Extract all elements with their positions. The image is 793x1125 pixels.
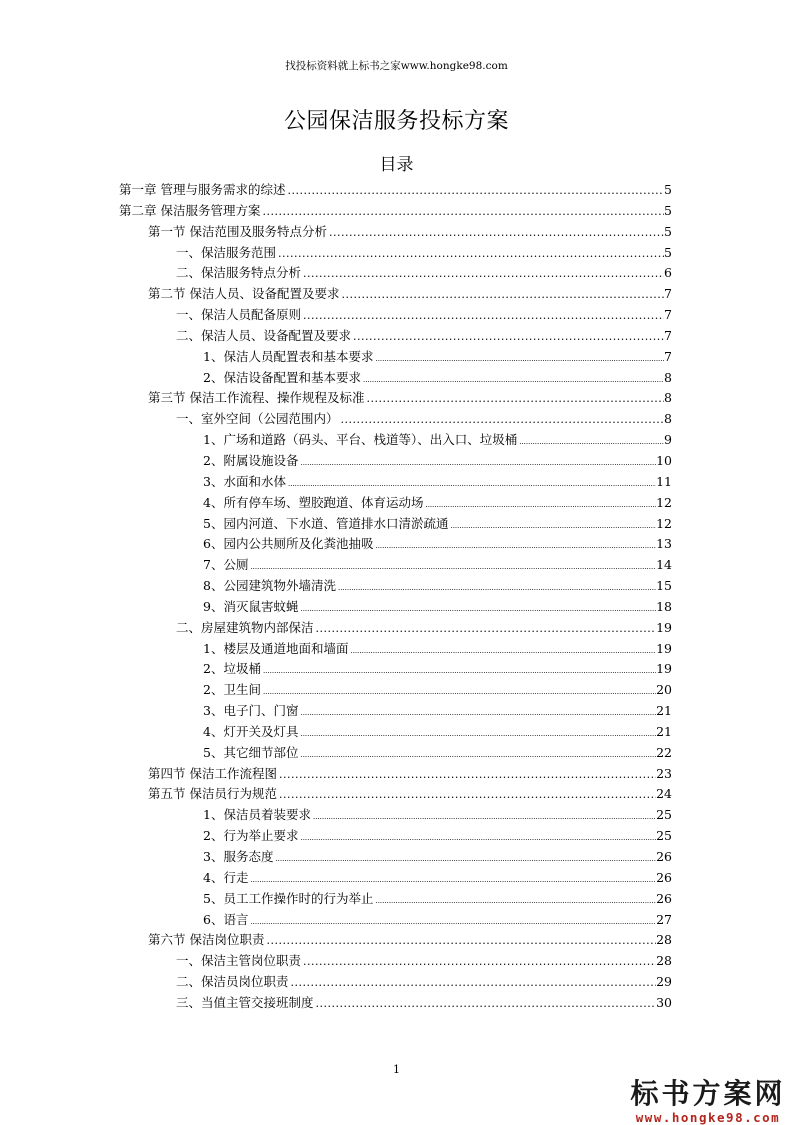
toc-dot-leader (298, 828, 656, 849)
toc-entry[interactable] (119, 618, 672, 639)
toc-entry[interactable] (119, 201, 672, 222)
toc-dot-leader (301, 264, 664, 285)
toc-entry-page: 23 (656, 765, 672, 781)
toc-dot-leader (339, 285, 664, 306)
toc-entry-page: 28 (656, 953, 672, 969)
toc-entry[interactable] (119, 889, 672, 910)
toc-entry-label: 2、垃圾桶 (203, 661, 261, 677)
toc-dot-leader (301, 306, 664, 327)
toc-entry[interactable] (119, 743, 672, 764)
toc-entry[interactable] (119, 639, 672, 660)
toc-entry-page: 5 (664, 223, 672, 239)
toc-dot-leader (273, 849, 656, 870)
toc-entry-label: 第一节 保洁范围及服务特点分析 (148, 223, 327, 239)
toc-entry-label: 1、保洁员着装要求 (203, 807, 311, 823)
toc-entry[interactable] (119, 972, 672, 993)
toc-dot-leader (517, 432, 664, 453)
toc-entry[interactable] (119, 472, 672, 493)
toc-entry-label: 8、公园建筑物外墙清洗 (203, 578, 336, 594)
toc-entry-label: 2、卫生间 (203, 682, 261, 698)
toc-entry[interactable] (119, 701, 672, 722)
toc-entry-page: 12 (656, 515, 672, 531)
toc-dot-leader (351, 327, 664, 348)
toc-entry[interactable] (119, 764, 672, 785)
toc-dot-leader (260, 202, 664, 223)
toc-entry-page: 25 (656, 828, 672, 844)
toc-entry-label: 9、消灭鼠害蚊蝇 (203, 598, 299, 614)
toc-dot-leader (311, 807, 656, 828)
toc-dot-leader (264, 931, 656, 952)
toc-dot-leader (277, 765, 656, 786)
toc-entry-label: 1、保洁人员配置表和基本要求 (203, 348, 374, 364)
toc-dot-leader (348, 641, 656, 662)
toc-entry-label: 一、保洁人员配备原则 (176, 307, 302, 323)
toc-entry-label: 4、行走 (203, 869, 249, 885)
toc-entry[interactable] (119, 910, 672, 931)
toc-entry[interactable] (119, 534, 672, 555)
toc-entry-page: 24 (656, 786, 672, 802)
page-number: 1 (393, 1063, 400, 1076)
toc-entry-label: 5、园内河道、下水道、管道排水口清淤疏通 (203, 515, 449, 531)
table-of-contents (119, 180, 672, 1014)
watermark-logo (628, 1072, 788, 1125)
toc-entry-page: 21 (656, 723, 672, 739)
toc-entry-page: 19 (656, 640, 672, 656)
toc-entry[interactable] (119, 826, 672, 847)
toc-dot-leader (248, 912, 656, 933)
toc-entry-page: 8 (664, 390, 672, 406)
toc-entry-page: 9 (664, 432, 672, 448)
toc-entry[interactable] (119, 347, 672, 368)
toc-dot-leader (364, 389, 664, 410)
toc-entry-label: 4、所有停车场、塑胶跑道、体育运动场 (203, 494, 424, 510)
toc-entry[interactable] (119, 805, 672, 826)
toc-entry-label: 6、园内公共厕所及化粪池抽吸 (203, 536, 374, 552)
toc-entry[interactable] (119, 659, 672, 680)
toc-entry-page: 7 (664, 286, 672, 302)
toc-dot-leader (248, 870, 656, 891)
toc-dot-leader (248, 557, 656, 578)
toc-entry-label: 第五节 保洁员行为规范 (148, 786, 277, 802)
toc-entry[interactable] (119, 284, 672, 305)
toc-entry-page: 8 (664, 411, 672, 427)
toc-entry[interactable] (119, 722, 672, 743)
toc-entry-page: 20 (656, 682, 672, 698)
toc-entry-label: 2、附属设施设备 (203, 452, 299, 468)
toc-dot-leader (286, 474, 656, 495)
toc-entry[interactable] (119, 993, 672, 1014)
toc-entry-label: 7、公厕 (203, 557, 249, 573)
toc-dot-leader (373, 349, 664, 370)
toc-dot-leader (298, 724, 656, 745)
toc-dot-leader (373, 536, 656, 557)
toc-dot-leader (301, 952, 656, 973)
toc-entry-page: 28 (656, 932, 672, 948)
toc-entry-page: 5 (664, 202, 672, 218)
page-header: 找投标资料就上标书之家www.hongke98.com (285, 60, 508, 72)
toc-dot-leader (423, 495, 656, 516)
toc-entry[interactable] (119, 409, 672, 430)
toc-dot-leader (314, 994, 657, 1015)
document-title: 公园保洁服务投标方案 (283, 109, 509, 134)
toc-entry-page: 30 (656, 994, 672, 1010)
toc-dot-leader (336, 578, 656, 599)
toc-entry-page: 21 (656, 703, 672, 719)
toc-entry-label: 第六节 保洁岗位职责 (148, 932, 265, 948)
toc-entry-label: 2、保洁设备配置和基本要求 (203, 369, 361, 385)
toc-entry-page: 26 (656, 849, 672, 864)
toc-entry-page: 13 (656, 536, 672, 552)
toc-entry-label: 第二节 保洁人员、设备配置及要求 (148, 286, 340, 302)
toc-entry[interactable] (119, 451, 672, 472)
toc-entry[interactable] (119, 305, 672, 326)
toc-dot-leader (448, 516, 656, 537)
toc-dot-leader (339, 410, 665, 431)
toc-entry[interactable] (119, 847, 672, 868)
toc-entry-label: 一、室外空间（公园范围内） (176, 411, 339, 427)
toc-dot-leader (314, 619, 657, 640)
toc-entry-label: 6、语言 (203, 911, 249, 927)
toc-dot-leader (261, 682, 656, 703)
toc-entry[interactable] (119, 555, 672, 576)
toc-entry[interactable] (119, 180, 672, 201)
toc-entry-page: 11 (656, 473, 672, 489)
toc-entry[interactable] (119, 576, 672, 597)
toc-entry[interactable] (119, 368, 672, 389)
toc-dot-leader (373, 891, 656, 912)
toc-entry-label: 1、广场和道路（码头、平台、栈道等）、出入口、垃圾桶 (203, 432, 518, 448)
toc-entry-label: 一、保洁服务范围 (176, 244, 277, 260)
toc-entry[interactable] (119, 222, 672, 243)
watermark-text: 标书方案网 (630, 1077, 786, 1110)
toc-entry-page: 10 (656, 452, 672, 468)
toc-entry[interactable] (119, 326, 672, 347)
toc-dot-leader (289, 973, 657, 994)
toc-entry-page: 27 (656, 911, 672, 927)
toc-dot-leader (261, 661, 656, 682)
toc-heading: 目录 (379, 155, 414, 175)
toc-entry-label: 3、电子门、门窗 (203, 703, 299, 719)
toc-entry[interactable] (119, 951, 672, 972)
toc-entry-page: 14 (656, 557, 672, 573)
toc-dot-leader (277, 785, 656, 806)
toc-entry-page: 29 (656, 974, 672, 990)
toc-entry-page: 18 (656, 598, 672, 614)
toc-entry[interactable] (119, 493, 672, 514)
toc-entry-label: 第三节 保洁工作流程、操作规程及标准 (148, 390, 365, 406)
toc-entry[interactable] (119, 784, 672, 805)
toc-entry-label: 5、其它细节部位 (203, 744, 299, 760)
toc-entry-label: 一、保洁主管岗位职责 (176, 953, 302, 969)
toc-entry-page: 25 (656, 807, 672, 823)
toc-dot-leader (298, 745, 656, 766)
toc-dot-leader (298, 599, 656, 620)
toc-entry-label: 二、保洁员岗位职责 (176, 974, 289, 990)
toc-entry[interactable] (119, 243, 672, 264)
toc-entry-label: 二、保洁人员、设备配置及要求 (176, 327, 352, 343)
toc-entry-page: 6 (664, 265, 672, 281)
toc-entry-page: 26 (656, 869, 672, 885)
toc-entry-page: 7 (664, 327, 672, 343)
toc-dot-leader (298, 453, 656, 474)
toc-entry-page: 15 (656, 578, 672, 594)
toc-entry[interactable] (119, 430, 672, 451)
toc-entry-label: 第一章 管理与服务需求的综述 (119, 182, 286, 197)
toc-entry[interactable] (119, 388, 672, 409)
toc-entry-label: 3、服务态度 (203, 849, 274, 864)
toc-entry[interactable] (119, 597, 672, 618)
toc-entry[interactable] (119, 263, 672, 284)
toc-entry[interactable] (119, 930, 672, 951)
toc-entry[interactable] (119, 514, 672, 535)
toc-entry-page: 5 (664, 244, 672, 260)
toc-entry-page: 19 (656, 619, 672, 635)
toc-entry-label: 第二章 保洁服务管理方案 (119, 202, 261, 218)
toc-entry-label: 1、楼层及通道地面和墙面 (203, 640, 349, 656)
toc-entry-label: 三、当值主管交接班制度 (176, 994, 314, 1010)
toc-dot-leader (361, 370, 664, 391)
toc-entry-page: 7 (664, 307, 672, 323)
toc-entry[interactable] (119, 680, 672, 701)
watermark-url: www.hongke98.com (635, 1110, 781, 1125)
toc-entry-label: 2、行为举止要求 (203, 828, 299, 844)
toc-entry-page: 7 (664, 348, 672, 364)
toc-entry-page: 5 (664, 182, 672, 197)
toc-entry-label: 5、员工工作操作时的行为举止 (203, 890, 374, 906)
toc-entry-label: 3、水面和水体 (203, 473, 286, 489)
toc-entry-label: 第四节 保洁工作流程图 (148, 765, 277, 781)
toc-dot-leader (285, 181, 664, 202)
toc-entry-page: 8 (664, 369, 672, 385)
toc-entry-page: 19 (656, 661, 672, 677)
toc-entry-page: 26 (656, 890, 672, 906)
toc-entry-page: 12 (656, 494, 672, 510)
toc-entry-label: 二、保洁服务特点分析 (176, 265, 302, 281)
toc-dot-leader (298, 703, 656, 724)
toc-entry-page: 22 (656, 744, 672, 760)
toc-dot-leader (276, 244, 664, 265)
toc-entry[interactable] (119, 868, 672, 889)
toc-entry-label: 4、灯开关及灯具 (203, 723, 299, 739)
toc-entry-label: 二、房屋建筑物内部保洁 (176, 619, 314, 635)
toc-dot-leader (327, 223, 664, 244)
